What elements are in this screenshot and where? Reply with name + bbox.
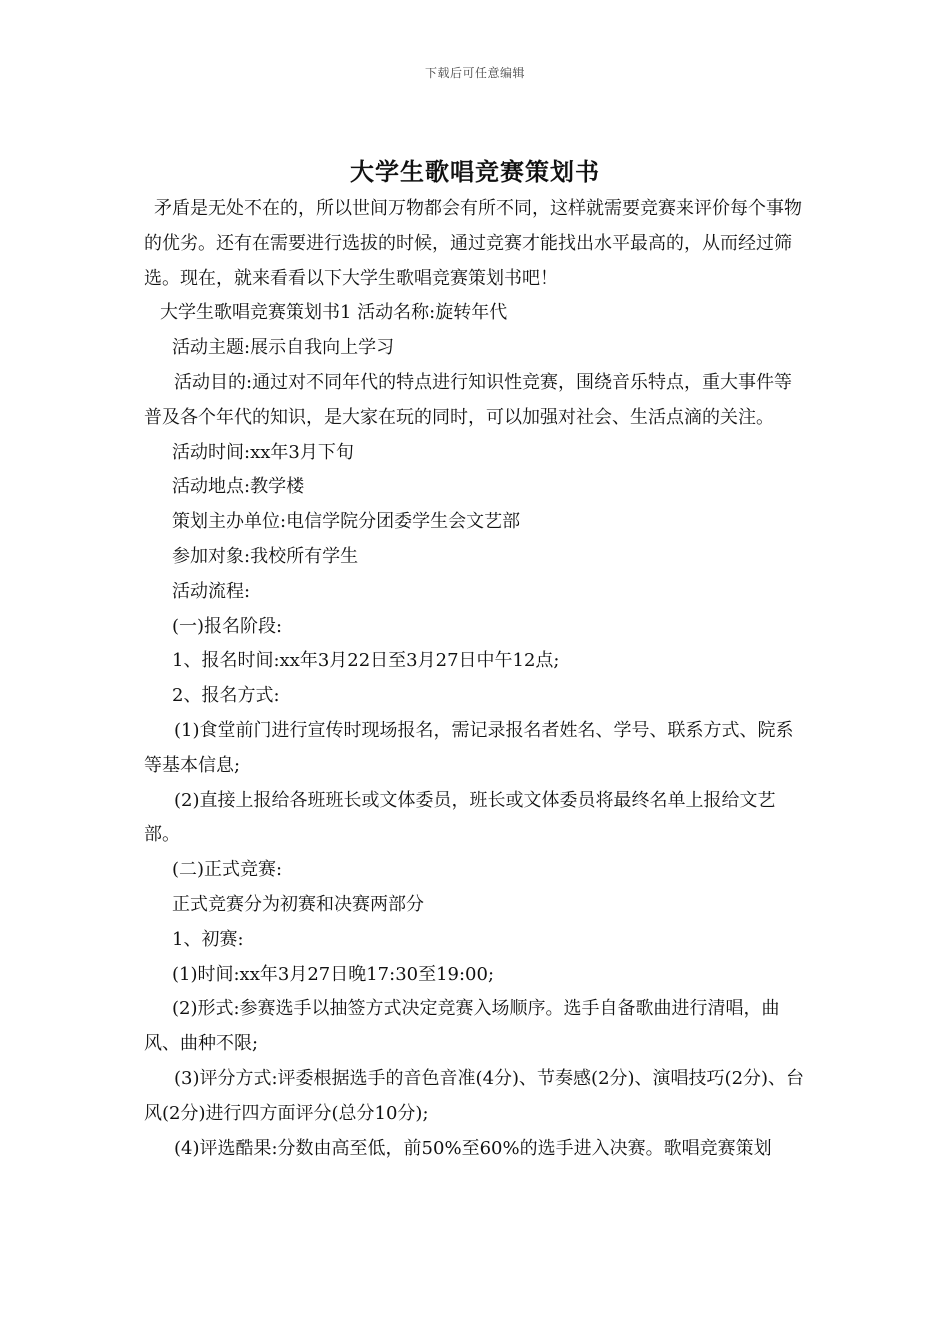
registration-method-1: (1)食堂前门进行宣传时现场报名，需记录报名者姓名、学号、联系方式、院系等基本信息; xyxy=(144,719,794,776)
intro-paragraph: 矛盾是无处不在的，所以世间万物都会有所不同，这样就需要竞赛来评价每个事物的优劣。还有在需要进行选拔的时候，通过竞赛才能找出水平最高的，从而经过筛选。现在，就来看看以下大学生歌唱竞赛策划书吧！ xyxy=(144,198,802,289)
header-note: 下载后可任意编辑 xyxy=(424,66,525,80)
preliminary-heading: 1、初赛: xyxy=(172,928,244,950)
activity-time-line: 活动时间:xx年3月下旬 xyxy=(172,441,354,463)
organizer-line: 策划主办单位:电信学院分团委学生会文艺部 xyxy=(172,511,521,533)
preliminary-time-line: (1)时间:xx年3月27日晚17:30至19:00; xyxy=(172,963,495,985)
activity-name-line: 大学生歌唱竞赛策划书1 活动名称:旋转年代 xyxy=(160,302,508,324)
process-heading: 活动流程: xyxy=(172,580,251,602)
competition-parts-line: 正式竞赛分为初赛和决赛两部分 xyxy=(172,893,424,915)
participants-line: 参加对象:我校所有学生 xyxy=(172,545,359,567)
activity-location-line: 活动地点:教学楼 xyxy=(172,476,305,498)
registration-method-2: (2)直接上报给各班班长或文体委员，班长或文体委员将最终名单上报给文艺部。 xyxy=(144,789,776,846)
scoring-method-paragraph: (3)评分方式:评委根据选手的音色音准(4分)、节奏感(2分)、演唱技巧(2分)、台风(2分)进行四方面评分(总分10分); xyxy=(144,1067,805,1124)
formal-competition-heading: (二)正式竞赛: xyxy=(172,859,283,881)
activity-purpose-paragraph: 活动目的:通过对不同年代的特点进行知识性竞赛，围绕音乐特点，重大事件等普及各个年代的知识，是大家在玩的同时，可以加强对社会、生活点滴的关注。 xyxy=(144,371,793,428)
registration-method-heading: 2、报名方式: xyxy=(172,685,280,707)
selection-result-line: (4)评选酷果:分数由高至低，前50%至60%的选手进入决赛。歌唱竞赛策划 xyxy=(174,1137,772,1159)
preliminary-format-paragraph: (2)形式:参赛选手以抽签方式决定竞赛入场顺序。选手自备歌曲进行清唱，曲风、曲种不限; xyxy=(144,998,780,1055)
document-title: 大学生歌唱竞赛策划书 xyxy=(350,157,600,186)
document-body xyxy=(144,192,810,1166)
registration-stage-heading: (一)报名阶段: xyxy=(172,615,283,637)
activity-theme-line: 活动主题:展示自我向上学习 xyxy=(172,337,395,359)
registration-time-line: 1、报名时间:xx年3月22日至3月27日中午12点; xyxy=(172,650,560,672)
